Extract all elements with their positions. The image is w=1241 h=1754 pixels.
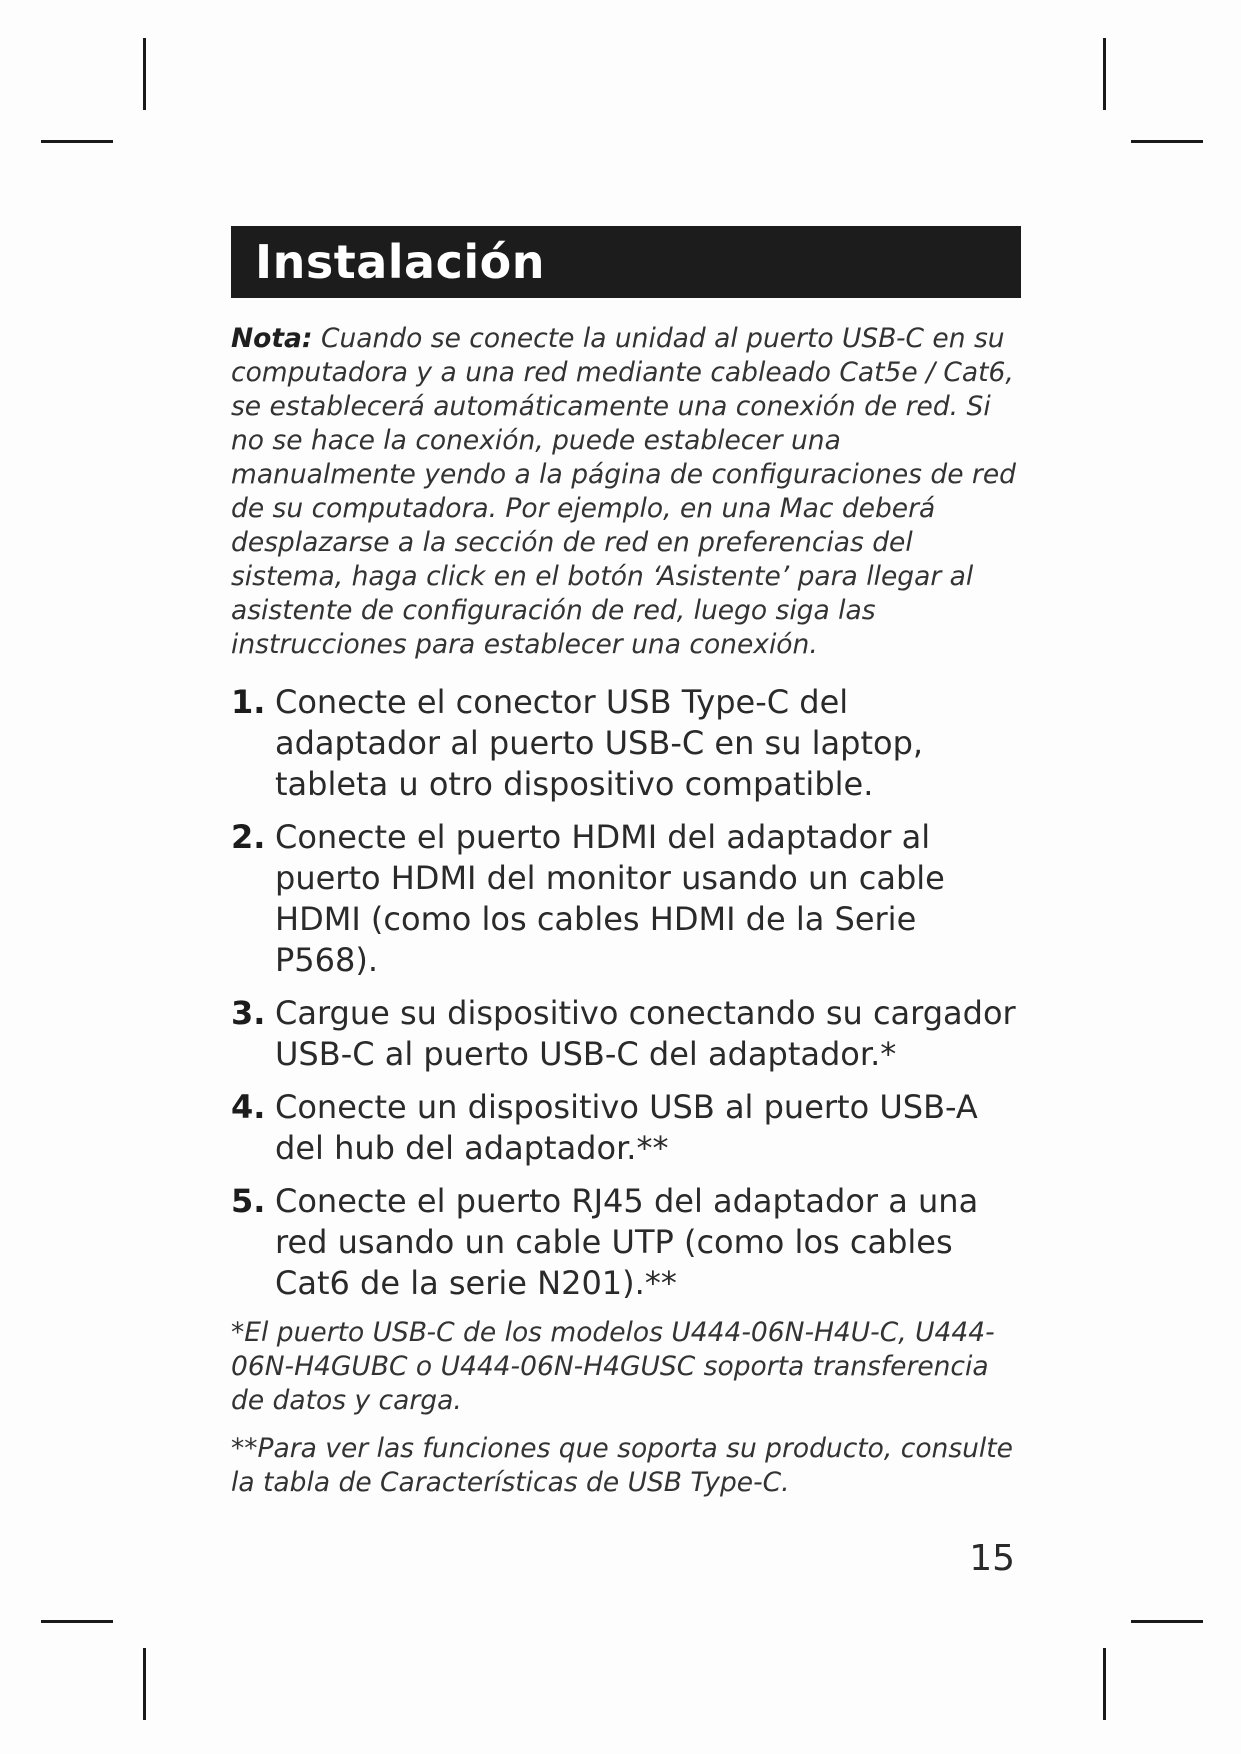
crop-mark-top-left-vertical <box>143 38 146 110</box>
step-text: Cargue su dispositivo conectando su cargador USB-C al puerto USB-C del adaptador.* <box>275 994 1016 1073</box>
footnote-usb-c-models: *El puerto USB-C de los modelos U444-06N-H4U-C, U444-06N-H4GUBC o U444-06N-H4GUSC soporta transferencia de datos y carga. <box>231 1317 995 1416</box>
step-text: Conecte un dispositivo USB al puerto USB-A del hub del adaptador.** <box>275 1088 978 1167</box>
section-title: Instalación <box>255 235 545 289</box>
page-content <box>231 322 1021 1514</box>
installation-steps <box>231 682 1021 1304</box>
page-number: 15 <box>969 1538 1015 1579</box>
step-text: Conecte el conector USB Type-C del adaptador al puerto USB-C en su laptop, tableta u otro dispositivo compatible. <box>275 683 924 803</box>
note-label: Nota: <box>231 323 313 354</box>
step-item <box>231 817 1021 981</box>
crop-mark-top-right-vertical <box>1103 38 1106 110</box>
footnote-features-table: **Para ver las funciones que soporta su producto, consulte la tabla de Características de USB Type-C. <box>231 1433 1013 1498</box>
step-number: 1. <box>231 683 266 721</box>
step-item <box>231 682 1021 805</box>
crop-mark-bottom-right-vertical <box>1103 1648 1106 1720</box>
step-item <box>231 1087 1021 1169</box>
crop-mark-top-right-horizontal <box>1131 140 1203 143</box>
step-number: 4. <box>231 1088 266 1126</box>
step-number: 2. <box>231 818 266 856</box>
step-number: 3. <box>231 994 266 1032</box>
section-header-bar <box>231 226 1021 298</box>
installation-note <box>231 322 1021 662</box>
step-text: Conecte el puerto HDMI del adaptador al puerto HDMI del monitor usando un cable HDMI (como los cables HDMI de la Serie P568). <box>275 818 945 979</box>
step-item <box>231 1181 1021 1304</box>
note-text: Cuando se conecte la unidad al puerto USB-C en su computadora y a una red mediante cableado Cat5e / Cat6, se establecerá automáticamente una conexión de red. Si no se hace la conexión, puede establecer una manualmente yendo a la página de configuraciones de red de su computadora. Por ejemplo, en una Mac deberá desplazarse a la sección de red en preferencias del sistema, haga click en el botón ‘Asistente’ para llegar al asistente de configuración de red, luego siga las instrucciones para establecer una conexión. <box>231 323 1016 660</box>
crop-mark-bottom-right-horizontal <box>1131 1620 1203 1623</box>
crop-mark-bottom-left-vertical <box>143 1648 146 1720</box>
step-number: 5. <box>231 1182 266 1220</box>
crop-mark-bottom-left-horizontal <box>41 1620 113 1623</box>
step-text: Conecte el puerto RJ45 del adaptador a una red usando un cable UTP (como los cables Cat6 de la serie N201).** <box>275 1182 979 1302</box>
step-item <box>231 993 1021 1075</box>
crop-mark-top-left-horizontal <box>41 140 113 143</box>
